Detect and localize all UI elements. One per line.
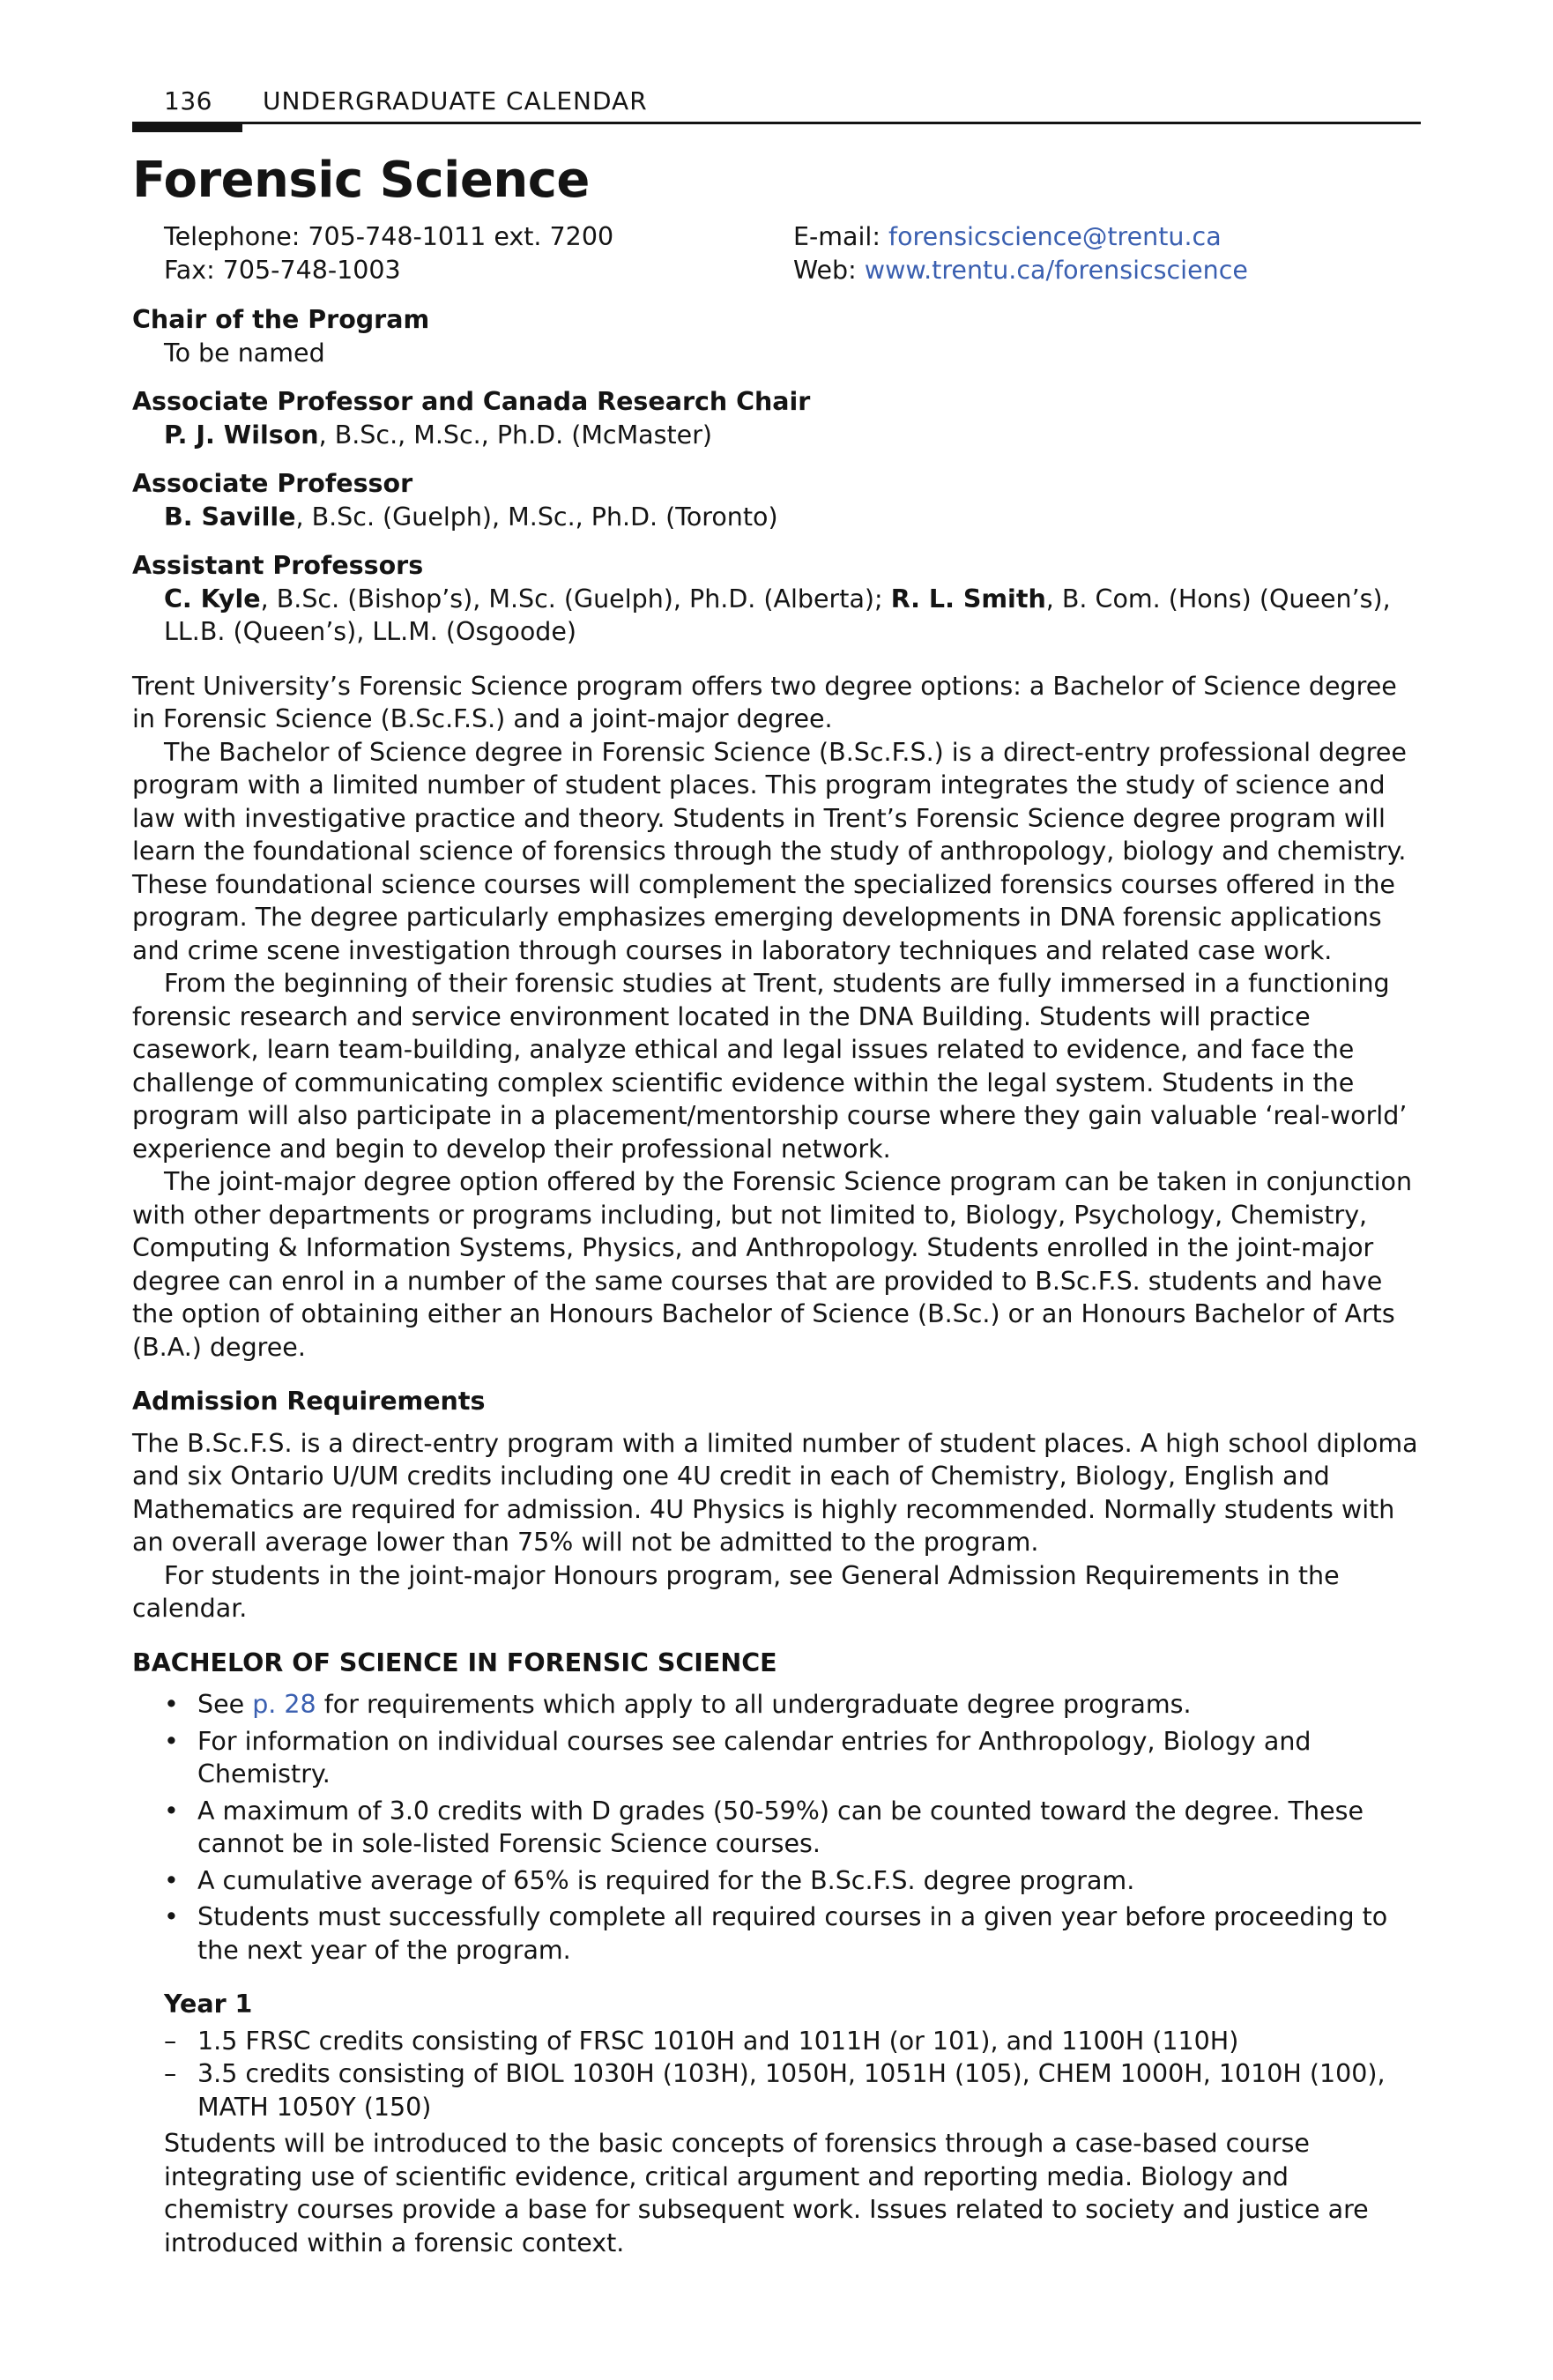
list-item: – 3.5 credits consisting of BIOL 1030H (103H), 1050H, 1051H (105), CHEM 1000H, 1010H (100), MATH 1050Y (150)	[164, 2059, 1386, 2122]
year1-heading: Year 1	[164, 1990, 253, 2019]
web-link[interactable]: www.trentu.ca/forensicscience	[864, 256, 1248, 285]
intro-paragraph: From the beginning of their forensic studies at Trent, students are fully immersed in a functioning forensic research and service environment located in the DNA Building. Students will practice casework, learn team-building, analyze ethical and legal issues related to evidence, and face the challenge of communicating complex scientific evidence within the legal system. Students in the program will also participate in a placement/mentorship course where they gain valuable ‘real-world’ experience and begin to develop their professional network.	[132, 969, 1408, 1164]
list-item: – 1.5 FRSC credits consisting of FRSC 1010H and 1011H (or 101), and 1100H (110H)	[132, 2025, 1421, 2058]
page-title: Forensic Science	[132, 152, 590, 209]
admission-text	[132, 1427, 1421, 1625]
admission-heading: Admission Requirements	[132, 1387, 486, 1416]
web-line	[793, 254, 1248, 287]
associate-entry	[164, 501, 1421, 534]
faculty-credentials: , B.Sc., M.Sc., Ph.D. (McMaster)	[318, 420, 713, 450]
email-label: E-mail:	[793, 222, 889, 251]
associate-crc-entry	[164, 419, 1421, 452]
dash-icon: –	[164, 2026, 177, 2056]
list-item: • See p. 28 for requirements which apply to all undergraduate degree programs.	[132, 1688, 1421, 1722]
faculty-name: B. Saville	[164, 502, 296, 532]
faculty-credentials: , B.Sc. (Guelph), M.Sc., Ph.D. (Toronto)	[295, 502, 778, 532]
web-label: Web:	[793, 256, 865, 285]
assistant-entry	[164, 583, 1421, 649]
chair-name: To be named	[164, 338, 325, 368]
faculty-associate	[132, 467, 1421, 533]
year1-courses-list	[132, 2025, 1421, 2124]
faculty-name: P. J. Wilson	[164, 420, 319, 450]
list-item: • A cumulative average of 65% is required for the B.Sc.F.S. degree program.	[132, 1864, 1421, 1898]
faculty-name: C. Kyle	[164, 584, 261, 614]
faculty-assistant	[132, 549, 1421, 649]
running-header-title: UNDERGRADUATE CALENDAR	[263, 86, 648, 115]
page-28-link[interactable]: p. 28	[252, 1690, 316, 1719]
page-number: 136	[164, 86, 212, 115]
contact-info	[164, 220, 1421, 287]
bullet-icon: •	[164, 1726, 179, 1756]
admission-paragraph: The B.Sc.F.S. is a direct-entry program with a limited number of student places. A high school diploma and six Ontario U/UM credits including one 4U credit in each of Chemistry, Biology, English and Mathematics are required for admission. 4U Physics is highly recommended. Normally students with an overall average lower than 75% will not be admitted to the program.	[132, 1428, 1418, 1557]
bsc-heading: BACHELOR OF SCIENCE IN FORENSIC SCIENCE	[132, 1647, 777, 1677]
main-content	[132, 150, 1421, 2259]
faculty-name: R. L. Smith	[890, 584, 1046, 614]
bullet-icon: •	[164, 1796, 179, 1826]
assistant-heading: Assistant Professors	[132, 551, 424, 580]
running-header	[132, 81, 1421, 123]
faculty-credentials: , B. Com. (Hons) (Queen’s), LL.B. (Queen’s), LL.M. (Osgoode)	[164, 584, 1391, 646]
header-rule	[132, 122, 1421, 124]
intro-paragraph: Trent University’s Forensic Science program offers two degree options: a Bachelor of Science degree in Forensic Science (B.Sc.F.S.) and a joint-major degree.	[132, 671, 1397, 733]
faculty-credentials: , B.Sc. (Bishop’s), M.Sc. (Guelph), Ph.D. (Alberta);	[260, 584, 891, 614]
bsc-requirements-list	[132, 1688, 1421, 1967]
admission-paragraph: For students in the joint-major Honours program, see General Admission Requirements in the calendar.	[132, 1560, 1340, 1623]
year1-note: Students will be introduced to the basic concepts of forensics through a case-based course integrating use of scientific evidence, critical argument and reporting media. Biology and chemistry courses provide a base for subsequent work. Issues related to society and justice are introduced within a forensic context.	[164, 2129, 1369, 2257]
fax: Fax: 705-748-1003	[164, 256, 401, 285]
list-item: • For information on individual courses see calendar entries for Anthropology, Biology and Chemistry.	[164, 1726, 1312, 1789]
associate-heading: Associate Professor	[132, 469, 413, 498]
email-link[interactable]: forensicscience@trentu.ca	[888, 222, 1222, 251]
intro-paragraph: The joint-major degree option offered by the Forensic Science program can be taken in conjunction with other departments or programs including, but not limited to, Biology, Psychology, Chemistry, Computing & Information Systems, Physics, and Anthropology. Students enrolled in the joint-major degree can enrol in a number of the same courses that are provided to B.Sc.F.S. students and have the option of obtaining either an Honours Bachelor of Science (B.Sc.) or an Honours Bachelor of Arts (B.A.) degree.	[132, 1167, 1413, 1362]
intro-paragraph: The Bachelor of Science degree in Forensic Science (B.Sc.F.S.) is a direct-entry professional degree program with a limited number of student places. This program integrates the study of science and law with investigative practice and theory. Students in Trent’s Forensic Science degree program will learn the foundational science of forensics through the study of anthropology, biology and chemistry. These foundational science courses will complement the specialized forensics courses offered in the program. The degree particularly emphasizes emerging developments in DNA forensic applications and crime scene investigation through courses in laboratory techniques and related case work.	[132, 737, 1407, 965]
email-line	[793, 220, 1248, 254]
dash-icon: –	[164, 2059, 177, 2088]
telephone: Telephone: 705-748-1011 ext. 7200	[164, 222, 614, 251]
header-tab-block	[132, 122, 242, 132]
bullet-icon: •	[164, 1865, 179, 1895]
bullet-icon: •	[164, 1690, 179, 1719]
bullet-icon: •	[164, 1902, 179, 1931]
chair-heading: Chair of the Program	[132, 305, 430, 334]
program-description	[132, 670, 1421, 1365]
associate-crc-heading: Associate Professor and Canada Research Chair	[132, 387, 811, 416]
list-item: • A maximum of 3.0 credits with D grades (50-59%) can be counted toward the degree. These cannot be in sole-listed Forensic Science courses.	[164, 1796, 1364, 1858]
contact-web-column	[793, 220, 1248, 287]
faculty-chair	[132, 303, 1421, 369]
faculty-associate-crc	[132, 385, 1421, 451]
list-item: • Students must successfully complete all required courses in a given year before proceeding to the next year of the program.	[164, 1902, 1388, 1965]
contact-phone-column	[164, 220, 613, 287]
